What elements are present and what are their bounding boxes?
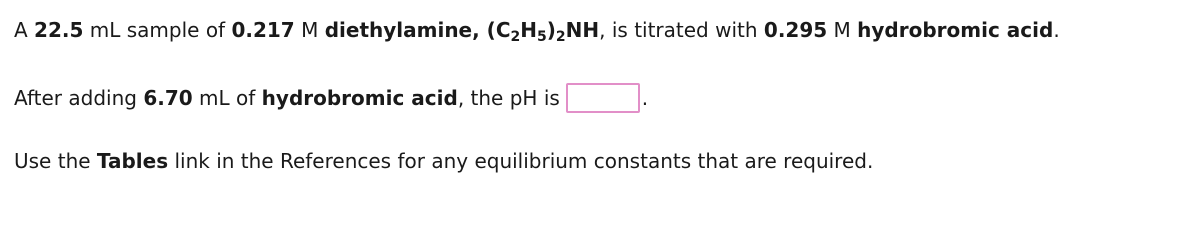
base-name-part: H xyxy=(520,18,538,42)
text: After adding xyxy=(14,86,144,110)
base-name-part: diethylamine, (C xyxy=(324,18,511,42)
ph-answer-input[interactable] xyxy=(566,83,640,113)
text: link in the References for any equilibrium constants that are required. xyxy=(168,149,874,173)
base-name-part: NH xyxy=(565,18,600,42)
text: . xyxy=(641,86,649,110)
subscript: 2 xyxy=(510,29,521,45)
subscript: 5 xyxy=(537,29,547,45)
tables-hint xyxy=(14,147,873,175)
base-name-part: ) xyxy=(546,18,556,42)
text: M xyxy=(827,18,858,42)
text: mL sample of xyxy=(83,18,232,42)
problem-statement xyxy=(14,16,1060,44)
text: M xyxy=(294,18,325,42)
text: Use the xyxy=(14,149,97,173)
text: mL of xyxy=(192,86,262,110)
base-name xyxy=(324,18,600,45)
acid-name: hydrobromic acid xyxy=(857,18,1054,42)
subscript: 2 xyxy=(555,29,566,45)
added-volume: 6.70 xyxy=(143,86,193,110)
acid-concentration: 0.295 xyxy=(763,18,828,42)
text: A xyxy=(14,18,35,42)
text: , is titrated with xyxy=(599,18,764,42)
text: , the pH is xyxy=(457,86,560,110)
sample-volume: 22.5 xyxy=(34,18,84,42)
base-concentration: 0.217 xyxy=(231,18,295,42)
question-line xyxy=(14,84,648,115)
tables-link[interactable]: Tables xyxy=(96,149,169,173)
acid-name: hydrobromic acid xyxy=(261,86,458,110)
text: . xyxy=(1053,18,1060,42)
